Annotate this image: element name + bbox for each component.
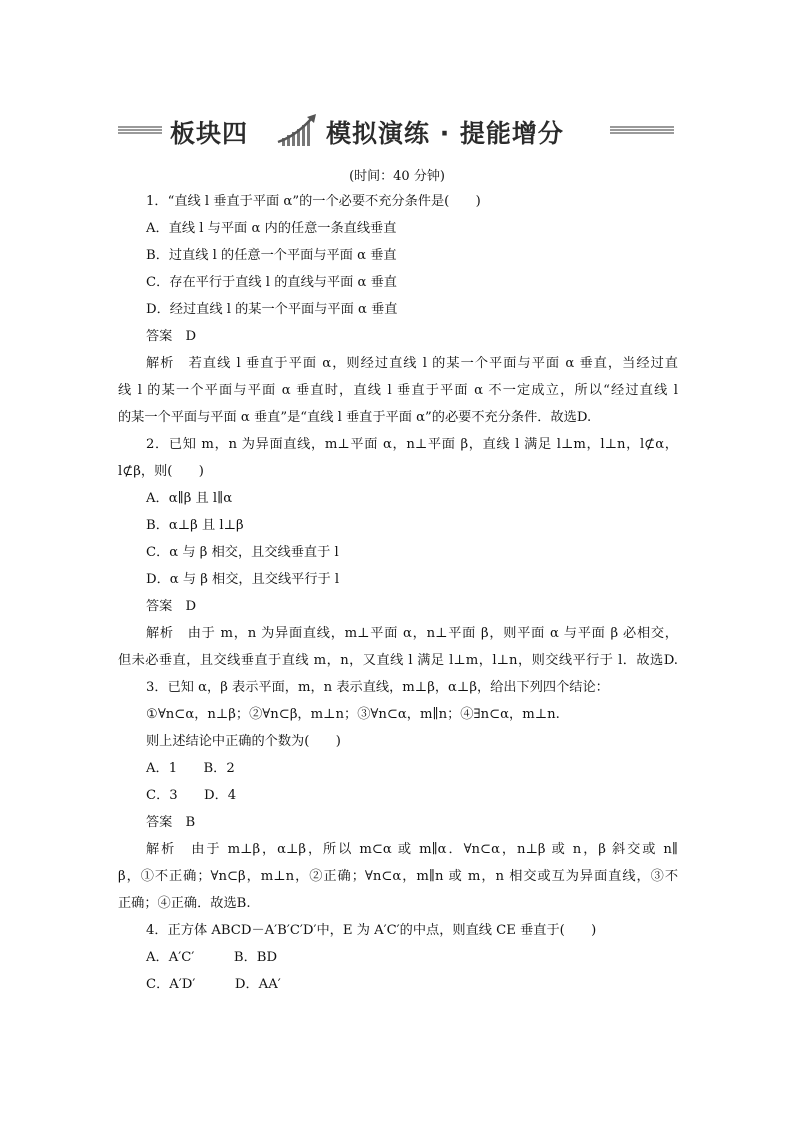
q2-option-d: D．α 与 β 相交，且交线平行于 l (146, 572, 340, 587)
q3-conclusions: ①∀n⊂α，n⊥β；②∀n⊂β，m⊥n；③∀n⊂α，m∥n；④∃n⊂α，m⊥n. (146, 707, 560, 722)
q1-answer: 答案 D (146, 329, 197, 344)
time-limit: (时间：40 分钟) (349, 169, 445, 184)
section-header (118, 112, 678, 150)
q3-analysis-line-1: 解析 由于 m⊥β，α⊥β，所以 m⊂α 或 m∥α．∀n⊂α，n⊥β 或 n，β 斜交或 n∥ (146, 842, 678, 857)
q3-analysis-line-3: 正确；④正确．故选B. (118, 896, 251, 911)
q2-analysis-line-1: 解析 由于 m，n 为异面直线，m⊥平面 α，n⊥平面 β，则平面 α 与平面 β 必相交， (146, 626, 678, 641)
q1-option-b: B．过直线 l 的任意一个平面与平面 α 垂直 (146, 248, 397, 263)
section-title-left: 板块四 (170, 119, 249, 148)
q4-options-cd: C．A′D′ D．AA′ (146, 977, 281, 992)
q1-analysis-line-2: 线 l 的某一个平面与平面 α 垂直时，直线 l 垂直于平面 α 不一定成立，所以“经过直线 l (118, 383, 678, 398)
section-title-right: 模拟演练 · 提能增分 (326, 119, 564, 148)
q3-options-cd: C．3 D．4 (146, 788, 237, 803)
q2-option-c: C．α 与 β 相交，且交线垂直于 l (146, 545, 339, 560)
q1-option-c: C．存在平行于直线 l 的直线与平面 α 垂直 (146, 275, 397, 290)
q1-analysis-line-1: 解析 若直线 l 垂直于平面 α，则经过直线 l 的某一个平面与平面 α 垂直，当经过直 (146, 356, 678, 371)
q3-stem: 3．已知 α，β 表示平面，m，n 表示直线，m⊥β，α⊥β，给出下列四个结论： (146, 680, 609, 695)
q2-analysis-line-2: 但未必垂直，且交线垂直于直线 m，n，又直线 l 满足 l⊥m，l⊥n，则交线平行于 l．故选D. (118, 653, 678, 668)
header-left-stripes (118, 126, 162, 134)
q3-analysis-line-2: β，①不正确；∀n⊂β，m⊥n，②正确；∀n⊂α，m∥n 或 m，n 相交或互为异面直线，③不 (118, 869, 678, 884)
q3-question: 则上述结论中正确的个数为( ) (146, 734, 341, 749)
q1-analysis-line-3: 的某一个平面与平面 α 垂直”是“直线 l 垂直于平面 α”的必要不充分条件．故选D. (118, 410, 592, 425)
q1-option-a: A．直线 l 与平面 α 内的任意一条直线垂直 (146, 221, 397, 236)
q2-answer: 答案 D (146, 599, 197, 614)
q1-stem: 1．“直线 l 垂直于平面 α”的一个必要不充分条件是( ) (146, 194, 481, 209)
q1-option-d: D．经过直线 l 的某一个平面与平面 α 垂直 (146, 302, 398, 317)
q2-option-b: B．α⊥β 且 l⊥β (146, 518, 244, 533)
q3-options-ab: A．1 B．2 (146, 761, 235, 776)
header-right-stripes (610, 126, 674, 134)
q3-answer: 答案 B (146, 815, 196, 830)
q2-stem-line-2: l⊄β，则( ) (118, 464, 204, 479)
q4-options-ab: A．A′C′ B．BD (146, 950, 278, 965)
rising-bar-chart-icon (276, 112, 322, 148)
q4-stem: 4．正方体 ABCD－A′B′C′D′中，E 为 A′C′的中点，则直线 CE 垂直于( ) (146, 923, 597, 938)
q2-stem-line-1: 2．已知 m，n 为异面直线，m⊥平面 α，n⊥平面 β，直线 l 满足 l⊥m，l⊥n，l⊄α， (146, 437, 678, 452)
q2-option-a: A．α∥β 且 l∥α (146, 491, 233, 506)
exercise-content (118, 188, 678, 998)
